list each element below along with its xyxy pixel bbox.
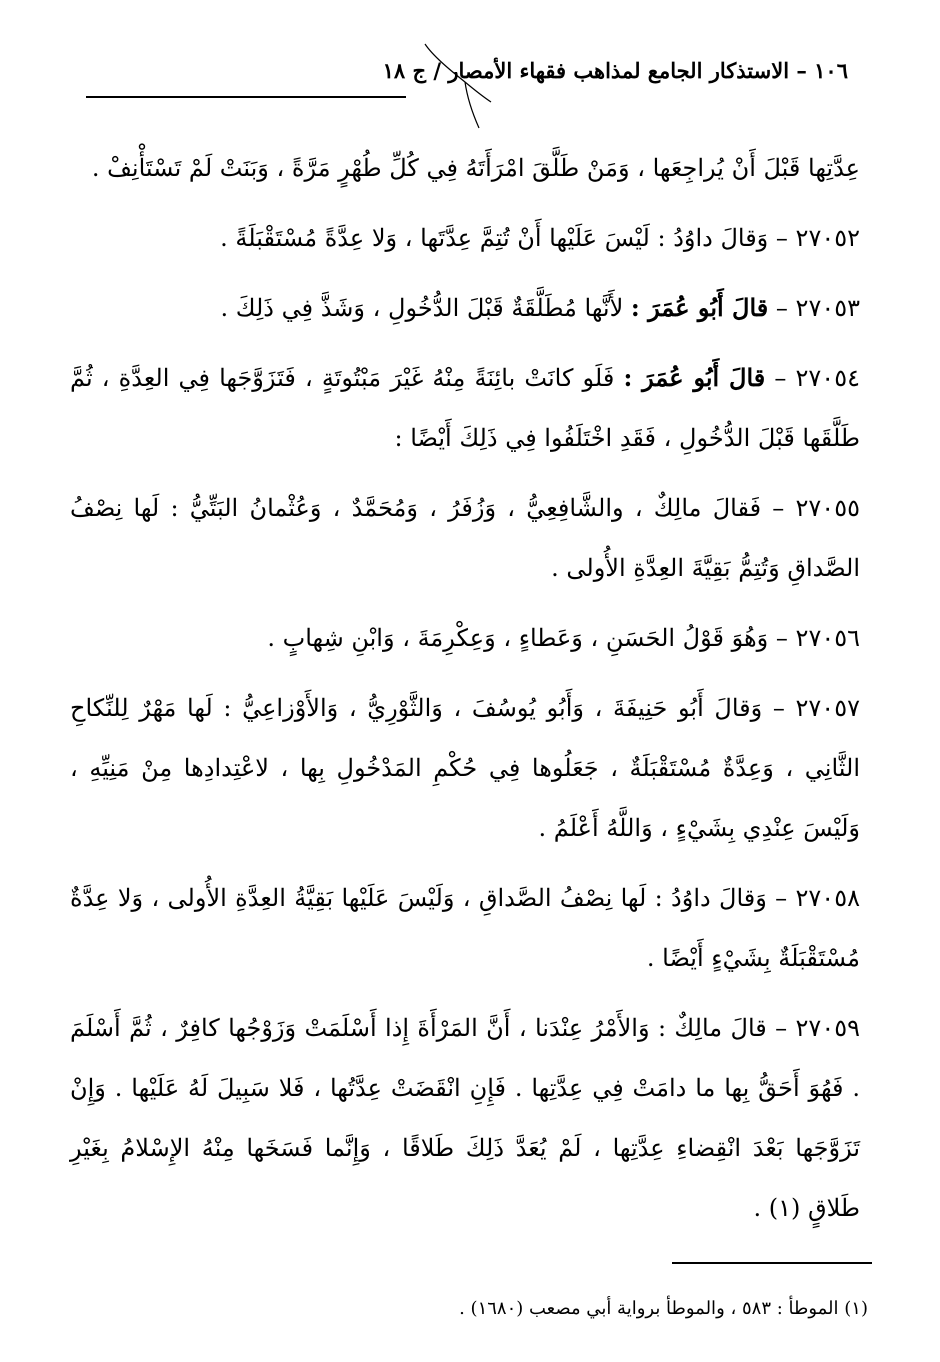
paragraph-text: لأَنَّها مُطَلَّقَةٌ قَبْلَ الدُّخُولِ ، وَشَذَّ فِي ذَلِكَ .	[220, 294, 624, 322]
paragraph-number: ٢٧٠٥٧ –	[772, 694, 860, 722]
main-text	[70, 138, 860, 1248]
paragraph-27057	[70, 678, 860, 858]
paragraph-text: وَقالَ أَبُو حَنِيفَةَ ، وَأَبُو يُوسُفَ ، وَالثَّوْرِيُّ ، وَالأَوْزاعِيُّ : لَها مَهْرٌ لِلنِّكاحِ الثَّانِي ، وَعِدَّةٌ مُسْتَقْبَلَةٌ ، جَعَلُوها فِي حُكْمِ المَدْخُولِ بِها ، لاعْتِدادِها مِنْ مَنِيِّهِ ، وَلَيْسَ عِنْدِي بِشَيْءٍ ، وَاللَّهُ أَعْلَمُ .	[70, 694, 860, 842]
paragraph-number: ٢٧٠٥٥ –	[772, 494, 860, 522]
paragraph-speaker: قالَ أَبُو عُمَرَ :	[630, 293, 769, 322]
header-rule	[86, 96, 406, 98]
paragraph-number: ٢٧٠٥٤ –	[774, 364, 860, 392]
paragraph-text: وَهُوَ قَوْلُ الحَسَنِ ، وَعَطاءٍ ، وَعِكْرِمَةَ ، وَابْنِ شِهابٍ .	[267, 624, 769, 652]
paragraph-text: فَلَو كانَتْ بائِنَةً مِنْهُ غَيْرَ مَبْتُوتَةٍ ، فَتَزَوَّجَها فِي العِدَّةِ ، ثُمَّ طَلَّقَها قَبْلَ الدُّخُولِ ، فَقَدِ اخْتَلَفُوا فِي ذَلِكَ أَيْضًا :	[70, 364, 860, 452]
paragraph-number: ٢٧٠٥٦ –	[775, 624, 860, 652]
paragraph-text: وَقالَ داوُدُ : لَها نِصْفُ الصَّداقِ ، وَلَيْسَ عَلَيْها بَقِيَّةُ العِدَّةِ الأُولى ، وَلا عِدَّةٌ مُسْتَقْبَلَةٌ بِشَيْءٍ أَيْضًا .	[70, 884, 860, 972]
paragraph-27058	[70, 868, 860, 988]
paragraph-27053	[70, 278, 860, 338]
running-header: ١٠٦ – الاستذكار الجامع لمذاهب فقهاء الأمصار / ج ١٨	[382, 58, 848, 83]
handwritten-pen-mark	[405, 36, 515, 136]
footnote: (١) الموطأ : ٥٨٣ ، والموطأ برواية أبي مصعب (١٦٨٠) .	[459, 1298, 868, 1319]
paragraph-continuation	[70, 138, 860, 198]
paragraph-number: ٢٧٠٥٣ –	[775, 294, 860, 322]
paragraph-27055	[70, 478, 860, 598]
paragraph-text: وَقالَ داوُدُ : لَيْسَ عَلَيْها أَنْ تُتِمَّ عِدَّتَها ، وَلا عِدَّةً مُسْتَقْبَلَةً .	[220, 224, 769, 252]
paragraph-number: ٢٧٠٥٨ –	[775, 884, 860, 912]
paragraph-number: ٢٧٠٥٢ –	[775, 224, 860, 252]
paragraph-27059	[70, 998, 860, 1238]
paragraph-text: فَقالَ مالِكٌ ، والشَّافِعِيُّ ، وَزُفَرُ ، وَمُحَمَّدٌ ، وَعُثْمانُ البَتِّيُّ : لَها نِصْفُ الصَّداقِ وَتُتِمُّ بَقِيَّةَ العِدَّةِ الأُولى .	[70, 494, 860, 582]
paragraph-27054	[70, 348, 860, 468]
paragraph-text: قالَ مالِكٌ : وَالأَمْرُ عِنْدَنا ، أَنَّ المَرْأَةَ إِذا أَسْلَمَتْ وَزَوْجُها كافِرٌ ، ثُمَّ أَسْلَمَ . فَهُوَ أَحَقُّ بِها ما دامَتْ فِي عِدَّتِها . فَإِنِ انْقَضَتْ عِدَّتُها ، فَلا سَبِيلَ لَهُ عَلَيْها . وَإِنْ تَزَوَّجَها بَعْدَ انْقِضاءِ عِدَّتِها ، لَمْ يُعَدَّ ذَلِكَ طَلاقًا ، وَإِنَّما فَسَخَها مِنْهُ الإِسْلامُ بِغَيْرِ طَلاقٍ (١) .	[70, 1014, 860, 1222]
paragraph-27056	[70, 608, 860, 668]
paragraph-text: عِدَّتِها قَبْلَ أَنْ يُراجِعَها ، وَمَنْ طَلَّقَ امْرَأَتَهُ فِي كُلِّ طُهْرٍ مَرَّةً ، وَبَنَتْ لَمْ تَسْتَأْنِفْ .	[91, 154, 860, 182]
footnote-rule	[672, 1262, 872, 1264]
paragraph-27052	[70, 208, 860, 268]
paragraph-number: ٢٧٠٥٩ –	[775, 1014, 860, 1042]
paragraph-speaker: قالَ أَبُو عُمَرَ :	[623, 363, 766, 392]
